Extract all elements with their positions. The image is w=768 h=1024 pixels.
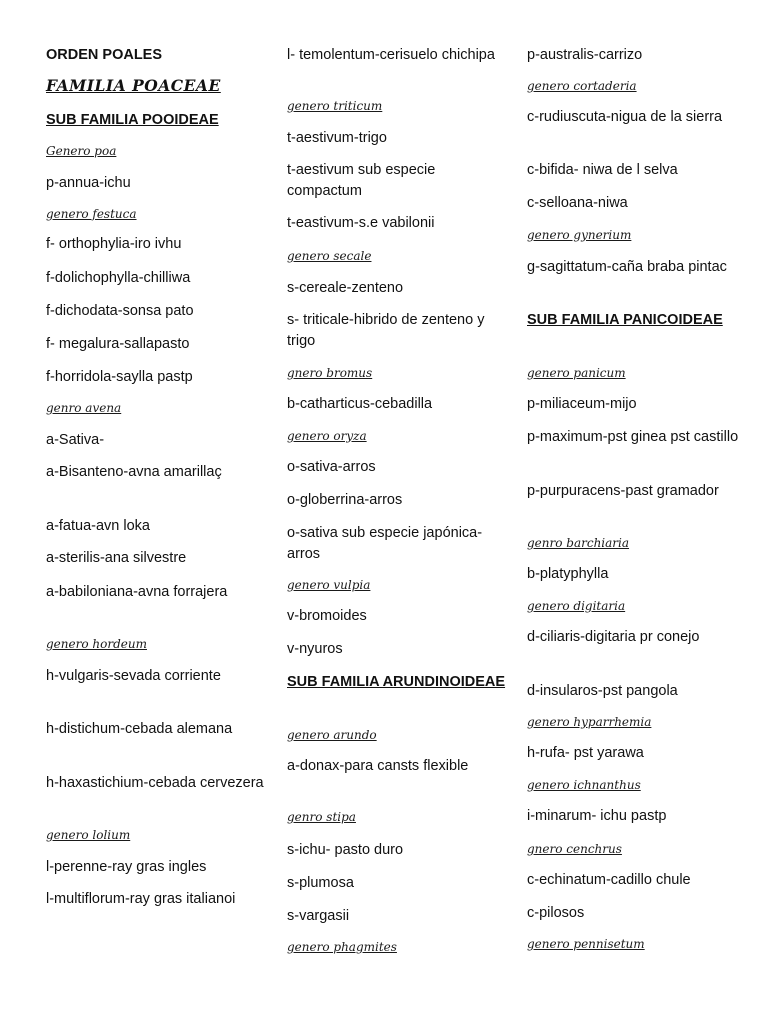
species-entry: d-insularos-pst pangola xyxy=(527,683,678,699)
species-entry: a-sterilis-ana silvestre xyxy=(46,550,187,566)
genus-label: genro stipa xyxy=(287,810,356,824)
species-entry: l-perenne-ray gras ingles xyxy=(46,859,207,875)
species-entry: t-eastivum-s.e vabilonii xyxy=(287,215,435,231)
species-entry: o-sativa-arros xyxy=(287,459,376,475)
genus-label: genero secale xyxy=(287,249,372,263)
genus-label: genero cortaderia xyxy=(527,79,637,93)
species-entry: b-catharticus-cebadilla xyxy=(287,396,433,412)
species-entry: s- triticale-hibrido de zenteno y trigo xyxy=(287,312,485,349)
species-entry: a-Bisanteno-avna amarillaç xyxy=(46,464,222,480)
species-entry: t-aestivum sub especie compactum xyxy=(287,162,436,199)
species-entry: d-ciliaris-digitaria pr conejo xyxy=(527,629,700,645)
genus-label: genero hordeum xyxy=(46,637,147,651)
genus-label: genro avena xyxy=(46,401,122,415)
genus-label: genero lolium xyxy=(46,828,131,842)
species-entry: h-distichum-cebada alemana xyxy=(46,721,233,737)
genus-label: genero oryza xyxy=(287,429,367,443)
species-entry: f-dolichophylla-chilliwa xyxy=(46,270,191,286)
species-entry: b-platyphylla xyxy=(527,566,609,582)
species-entry: p-maximum-pst ginea pst castillo xyxy=(527,429,739,445)
species-entry: o-globerrina-arros xyxy=(287,492,403,508)
species-entry: g-sagittatum-caña braba pintac xyxy=(527,259,727,275)
species-entry: c-bifida- niwa de l selva xyxy=(527,162,678,178)
genus-label: Genero poa xyxy=(46,144,117,158)
species-entry: s-cereale-zenteno xyxy=(287,280,404,296)
species-entry: c-echinatum-cadillo chule xyxy=(527,872,691,888)
genus-label: genero vulpia xyxy=(287,578,371,592)
genus-label: gnero cenchrus xyxy=(527,842,622,856)
genus-label: genero pennisetum xyxy=(527,937,645,951)
species-entry: h-vulgaris-sevada corriente xyxy=(46,668,221,684)
family-title: FAMILIA POACEAE xyxy=(46,76,221,95)
species-entry: f-horridola-saylla pastp xyxy=(46,369,193,385)
subfamily-heading: SUB FAMILIA POOIDEAE xyxy=(46,112,219,128)
species-entry: c-pilosos xyxy=(527,905,585,921)
species-entry: o-sativa sub especie japónica-arros xyxy=(287,525,483,562)
genus-label: genero gynerium xyxy=(527,228,632,242)
species-entry: l- temolentum-cerisuelo chichipa xyxy=(287,47,495,63)
species-entry: f-dichodata-sonsa pato xyxy=(46,303,194,319)
species-entry: t-aestivum-trigo xyxy=(287,130,387,146)
species-entry: c-selloana-niwa xyxy=(527,195,628,211)
subfamily-heading: SUB FAMILIA ARUNDINOIDEAE xyxy=(287,674,506,690)
species-entry: a-fatua-avn loka xyxy=(46,518,150,534)
species-entry: a-donax-para cansts flexible xyxy=(287,758,469,774)
species-entry: v-bromoides xyxy=(287,608,367,624)
genus-label: genero digitaria xyxy=(527,599,626,613)
genus-label: genro barchiaria xyxy=(527,536,630,550)
genus-label: genero ichnanthus xyxy=(527,778,641,792)
species-entry: c-rudiuscuta-nigua de la sierra xyxy=(527,109,723,125)
species-entry: p-annua-ichu xyxy=(46,175,131,191)
species-entry: h-rufa- pst yarawa xyxy=(527,745,644,761)
species-entry: p-purpuracens-past gramador xyxy=(527,483,719,499)
species-entry: a-Sativa- xyxy=(46,432,105,448)
species-entry: p-miliaceum-mijo xyxy=(527,396,637,412)
species-entry: h-haxastichium-cebada cervezera xyxy=(46,775,264,791)
genus-label: genero triticum xyxy=(287,99,383,113)
species-entry: s-vargasii xyxy=(287,908,350,924)
species-entry: i-minarum- ichu pastp xyxy=(527,808,667,824)
species-entry: p-australis-carrizo xyxy=(527,47,643,63)
species-entry: f- megalura-sallapasto xyxy=(46,336,190,352)
genus-label: genero festuca xyxy=(46,207,137,221)
subfamily-heading: SUB FAMILIA PANICOIDEAE xyxy=(527,312,723,328)
genus-label: genero panicum xyxy=(527,366,626,380)
species-entry: s-ichu- pasto duro xyxy=(287,842,404,858)
heading: ORDEN POALES xyxy=(46,47,163,63)
genus-label: gnero bromus xyxy=(287,366,373,380)
species-entry: l-multiflorum-ray gras italianoi xyxy=(46,891,236,907)
species-entry: f- orthophylia-iro ivhu xyxy=(46,236,182,252)
genus-label: genero arundo xyxy=(287,728,377,742)
genus-label: genero hyparrhemia xyxy=(527,715,652,729)
species-entry: a-babiloniana-avna forrajera xyxy=(46,584,228,600)
species-entry: v-nyuros xyxy=(287,641,343,657)
genus-label: genero phagmites xyxy=(287,940,397,954)
species-entry: s-plumosa xyxy=(287,875,354,891)
